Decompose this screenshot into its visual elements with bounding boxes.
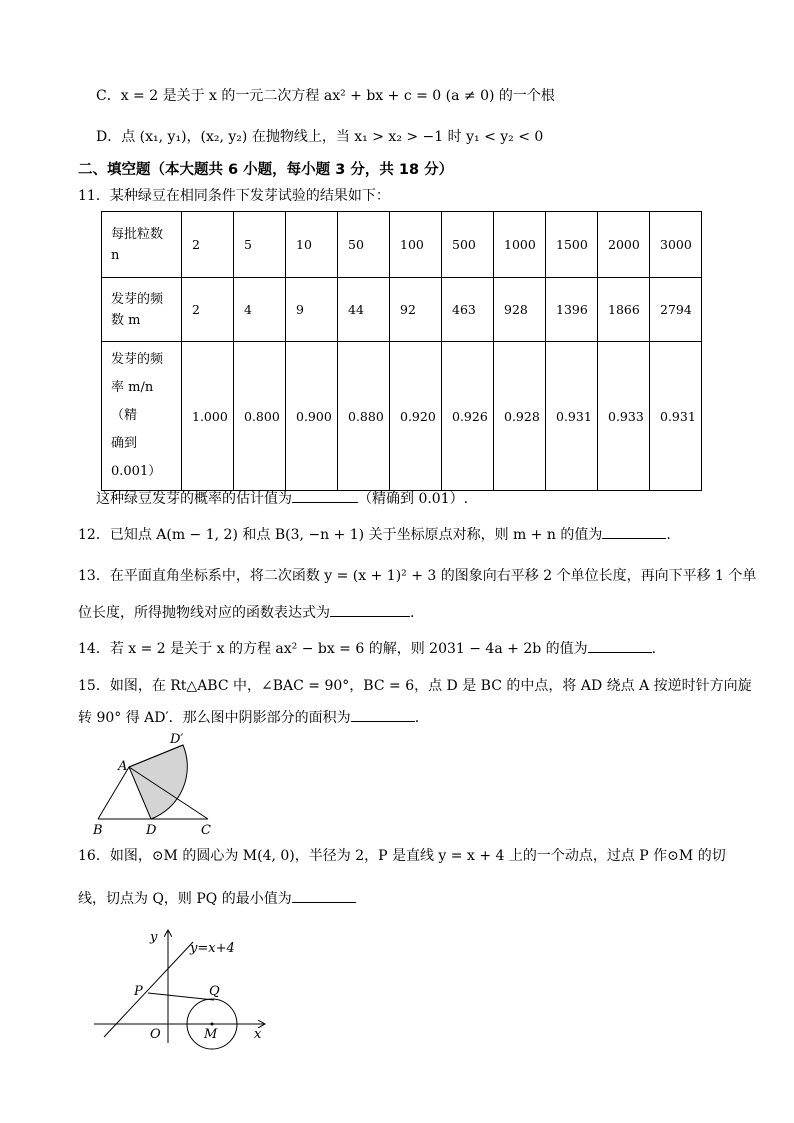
cell-m: 1396 [546, 278, 598, 342]
cell-m: 4 [234, 278, 286, 342]
q15-text: 转 90° 得 AD′．那么图中阴影部分的面积为 [78, 710, 351, 726]
table-row-m [102, 278, 702, 342]
table-row-n [102, 212, 702, 278]
cell-m: 463 [442, 278, 494, 342]
line-y-x-plus-4 [104, 942, 193, 1037]
cell-m: 1866 [598, 278, 650, 342]
label-line: y=x+4 [190, 941, 235, 956]
answer-blank[interactable] [602, 524, 666, 539]
cell-n: 500 [442, 212, 494, 278]
question-12 [78, 524, 671, 545]
q11-text-end: （精确到 0.01）. [358, 491, 469, 507]
cell-frequency: 0.928 [494, 342, 546, 491]
table-row-frequency [102, 342, 702, 491]
row-header-m: 发芽的频 数 m [102, 278, 182, 342]
germination-table [101, 211, 702, 491]
cell-n: 50 [338, 212, 390, 278]
cell-n: 1000 [494, 212, 546, 278]
q16-text: 线，切点为 Q，则 PQ 的最小值为 [78, 891, 292, 907]
answer-blank[interactable] [330, 602, 410, 617]
cell-frequency: 0.920 [390, 342, 442, 491]
label-c: C [201, 823, 211, 838]
cell-m: 2 [182, 278, 234, 342]
cell-frequency: 0.931 [546, 342, 598, 491]
question-11: 11．某种绿豆在相同条件下发芽试验的结果如下： [78, 188, 390, 204]
cell-n: 2 [182, 212, 234, 278]
cell-n: 3000 [650, 212, 702, 278]
option-c: C．x = 2 是关于 x 的一元二次方程 ax² + bx + c = 0 (a ≠ 0) 的一个根 [96, 88, 555, 104]
question-15-line-1: 15．如图，在 Rt△ABC 中，∠BAC = 90°，BC = 6，点 D 是 BC 的中点，将 AD 绕点 A 按逆时针方向旋 [78, 678, 752, 694]
cell-m: 44 [338, 278, 390, 342]
label-m: M [204, 1027, 218, 1042]
q14-period: . [651, 641, 657, 657]
cell-m: 928 [494, 278, 546, 342]
center-m-dot [211, 1023, 214, 1026]
question-11-answer-line [96, 488, 468, 509]
question-16-line-2 [78, 888, 356, 909]
cell-m: 9 [286, 278, 338, 342]
label-b: B [93, 823, 103, 838]
cell-frequency: 0.931 [650, 342, 702, 491]
question-13-line-1: 13．在平面直角坐标系中，将二次函数 y = (x + 1)² + 3 的图象向右平移 2 个单位长度，再向下平移 1 个单 [78, 568, 757, 584]
label-q: Q [209, 984, 220, 999]
q12-text: 12．已知点 A(m − 1, 2) 和点 B(3, −n + 1) 关于坐标原点对称，则 m + n 的值为 [78, 527, 603, 543]
row-header-frequency: 发芽的频 率 m/n（精 确到 0.001） [102, 342, 182, 491]
q11-text: 这种绿豆发芽的概率的估计值为 [96, 491, 292, 507]
cell-m: 2794 [650, 278, 702, 342]
section-heading: 二、填空题（本大题共 6 小题，每小题 3 分，共 18 分） [78, 162, 454, 178]
label-a: A [118, 759, 128, 774]
label-x: x [254, 1027, 262, 1042]
cell-n: 100 [390, 212, 442, 278]
shaded-sector [129, 745, 187, 819]
cell-frequency: 0.800 [234, 342, 286, 491]
q13-text: 位长度，所得抛物线对应的函数表达式为 [78, 605, 330, 621]
segment-pq [148, 993, 214, 1000]
answer-blank[interactable] [292, 488, 358, 503]
figure-15 [88, 730, 218, 838]
label-y: y [150, 930, 158, 945]
question-13-line-2 [78, 602, 414, 623]
cell-n: 1500 [546, 212, 598, 278]
cell-frequency: 0.880 [338, 342, 390, 491]
label-d-prime: D′ [170, 732, 184, 747]
q13-period: . [410, 605, 415, 621]
figure-16 [88, 925, 278, 1050]
label-o: O [150, 1027, 161, 1042]
answer-blank[interactable] [351, 707, 415, 722]
cell-n: 10 [286, 212, 338, 278]
option-d: D．点 (x₁, y₁)，(x₂, y₂) 在抛物线上，当 x₁ > x₂ > −1 时 y₁ < y₂ < 0 [96, 129, 544, 145]
question-16-line-1: 16．如图，⊙M 的圆心为 M(4, 0)，半径为 2，P 是直线 y = x + 4 上的一个动点，过点 P 作⊙M 的切 [78, 848, 726, 864]
cell-n: 2000 [598, 212, 650, 278]
row-header-n: 每批粒数 n [102, 212, 182, 278]
cell-frequency: 1.000 [182, 342, 234, 491]
label-p: P [134, 984, 143, 999]
question-14 [78, 638, 656, 659]
answer-blank[interactable] [588, 638, 652, 653]
cell-m: 92 [390, 278, 442, 342]
question-15-line-2 [78, 707, 419, 728]
cell-frequency: 0.933 [598, 342, 650, 491]
label-d: D [146, 823, 157, 838]
q15-period: . [414, 710, 420, 726]
q14-text: 14．若 x = 2 是关于 x 的方程 ax² − bx = 6 的解，则 2031 − 4a + 2b 的值为 [78, 641, 588, 657]
cell-frequency: 0.926 [442, 342, 494, 491]
segment-ab [98, 767, 129, 819]
answer-blank[interactable] [292, 888, 356, 903]
cell-n: 5 [234, 212, 286, 278]
cell-frequency: 0.900 [286, 342, 338, 491]
q12-period: . [666, 527, 671, 543]
